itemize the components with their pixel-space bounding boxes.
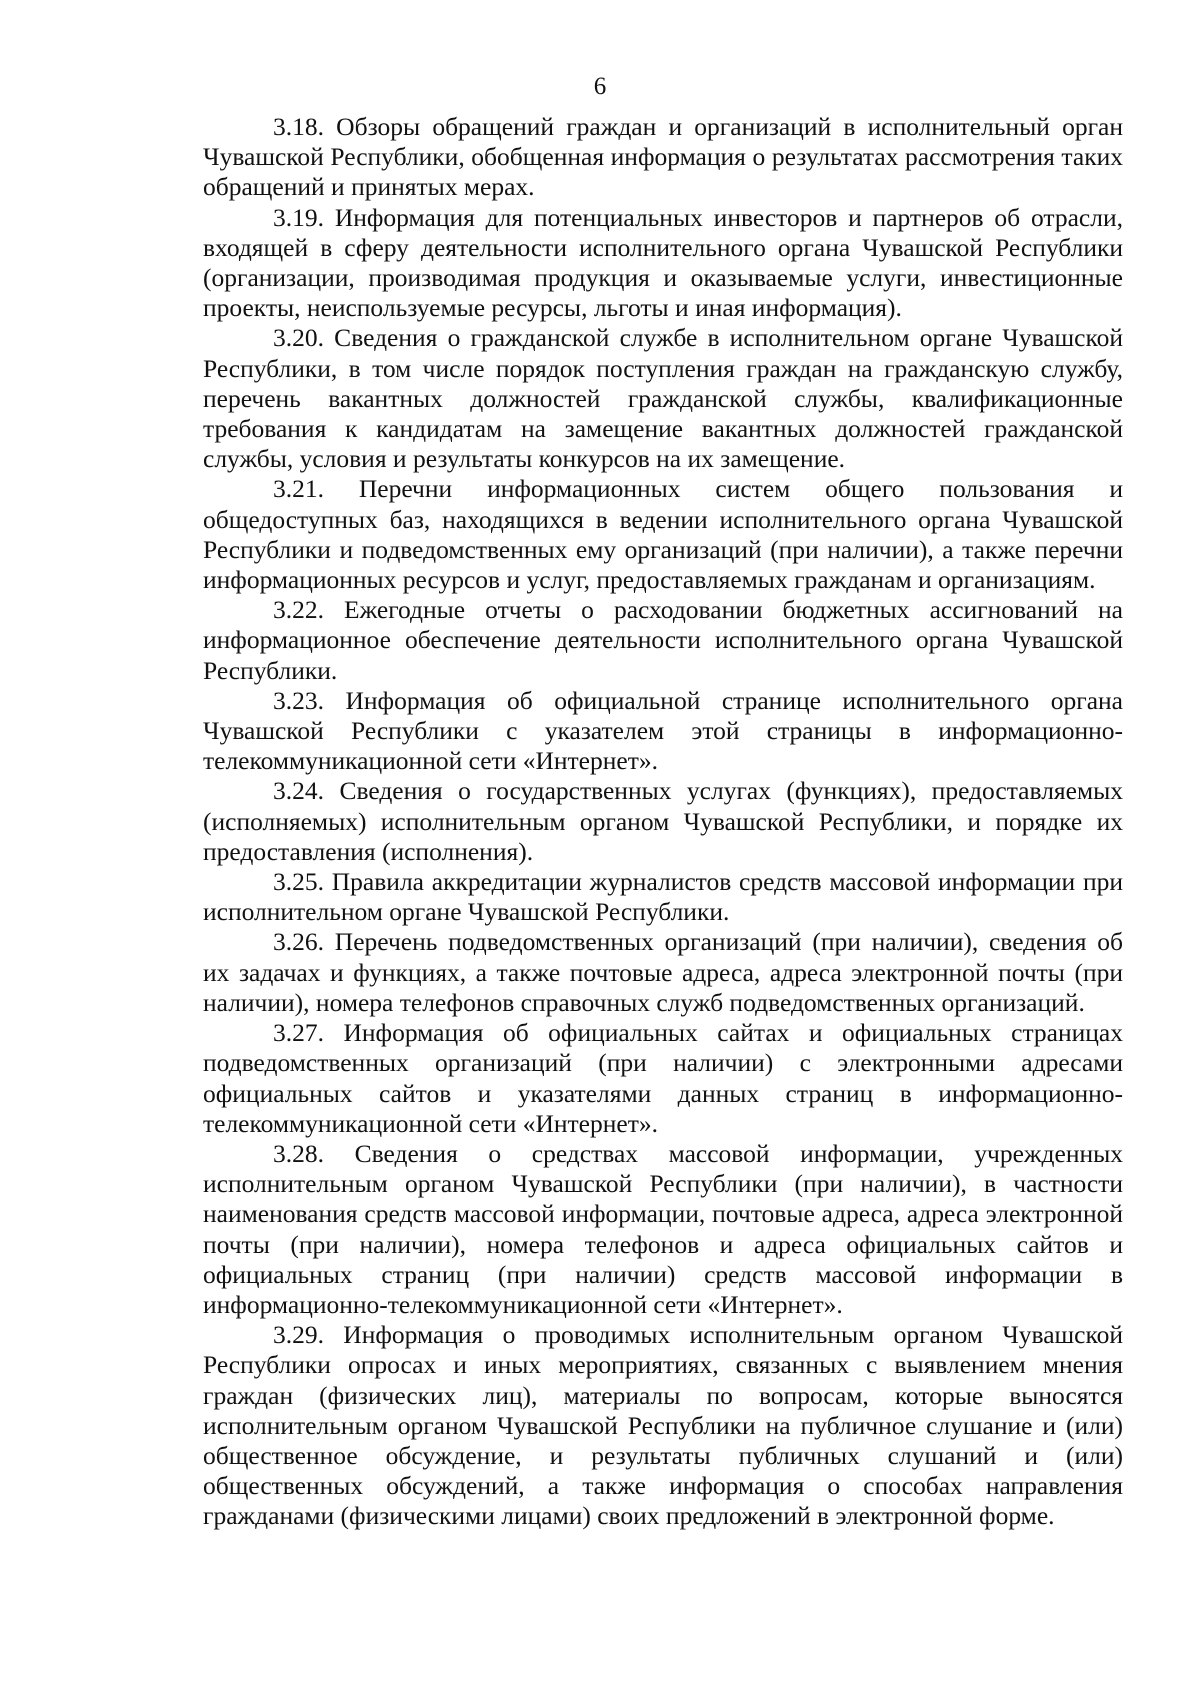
paragraph-3-26: 3.26. Перечень подведомственных организаций (при наличии), сведения об их задачах и функциях, а также почтовые адреса, адреса электронной почты (при наличии), номера телефонов справочных служб подведомственных организаций. <box>203 927 1123 1017</box>
page-number: 6 <box>593 73 607 100</box>
paragraph-3-23: 3.23. Информация об официальной странице исполнительного органа Чувашской Республики с указателем этой страницы в информационно-телекоммуникационной сети «Интернет». <box>203 685 1123 776</box>
paragraph-3-18: 3.18. Обзоры обращений граждан и организаций в исполнительный орган Чувашской Республики, обобщенная информация о результатах рассмотрения таких обращений и принятых мерах. <box>203 112 1123 202</box>
paragraph-3-19: 3.19. Информация для потенциальных инвесторов и партнеров об отрасли, входящей в сферу деятельности исполнительного органа Чувашской Республики (организации, производимая продукция и оказываемые услуги, инвестиционные проекты, неиспользуемые ресурсы, льготы и иная информация). <box>203 202 1123 323</box>
paragraph-3-21: 3.21. Перечни информационных систем общего пользования и общедоступных баз, находящихся в ведении исполнительного органа Чувашской Республики и подведомственных ему организаций (при наличии), а также перечни информационных ресурсов и услуг, предоставляемых гражданам и организациям. <box>203 474 1123 595</box>
paragraph-3-25: 3.25. Правила аккредитации журналистов средств массовой информации при исполнительном органе Чувашской Республики. <box>203 867 1123 927</box>
paragraph-3-29: 3.29. Информация о проводимых исполнительным органом Чувашской Республики опросах и иных мероприятиях, связанных с выявлением мнения граждан (физических лиц), материалы по вопросам, которые выносятся исполнительным органом Чувашской Республики на публичное слушание и (или) общественное обсуждение, и результаты публичных слушаний и (или) общественных обсуждений, а также информация о способах направления гражданами (физическими лицами) своих предложений в электронной форме. <box>203 1320 1123 1531</box>
paragraph-3-24: 3.24. Сведения о государственных услугах (функциях), предоставляемых (исполняемых) исполнительным органом Чувашской Республики, и порядке их предоставления (исполнения). <box>203 776 1123 866</box>
paragraph-3-27: 3.27. Информация об официальных сайтах и официальных страницах подведомственных организаций (при наличии) с электронными адресами официальных сайтов и указателями данных страниц в информационно-телекоммуникационной сети «Интернет». <box>203 1018 1123 1138</box>
paragraph-3-20: 3.20. Сведения о гражданской службе в исполнительном органе Чувашской Республики, в том числе порядок поступления граждан на гражданскую службу, перечень вакантных должностей гражданской службы, квалификационные требования к кандидатам на замещение вакантных должностей гражданской службы, условия и результаты конкурсов на их замещение. <box>203 323 1123 474</box>
document-body <box>203 112 1123 1532</box>
paragraph-3-22: 3.22. Ежегодные отчеты о расходовании бюджетных ассигнований на информационное обеспечение деятельности исполнительного органа Чувашской Республики. <box>203 595 1123 685</box>
paragraph-3-28: 3.28. Сведения о средствах массовой информации, учрежденных исполнительным органом Чувашской Республики (при наличии), в частности наименования средств массовой информации, почтовые адреса, адреса электронной почты (при наличии), номера телефонов и адреса официальных сайтов и официальных страниц (при наличии) средств массовой информации в информационно-телекоммуникационной сети «Интернет». <box>203 1138 1123 1319</box>
